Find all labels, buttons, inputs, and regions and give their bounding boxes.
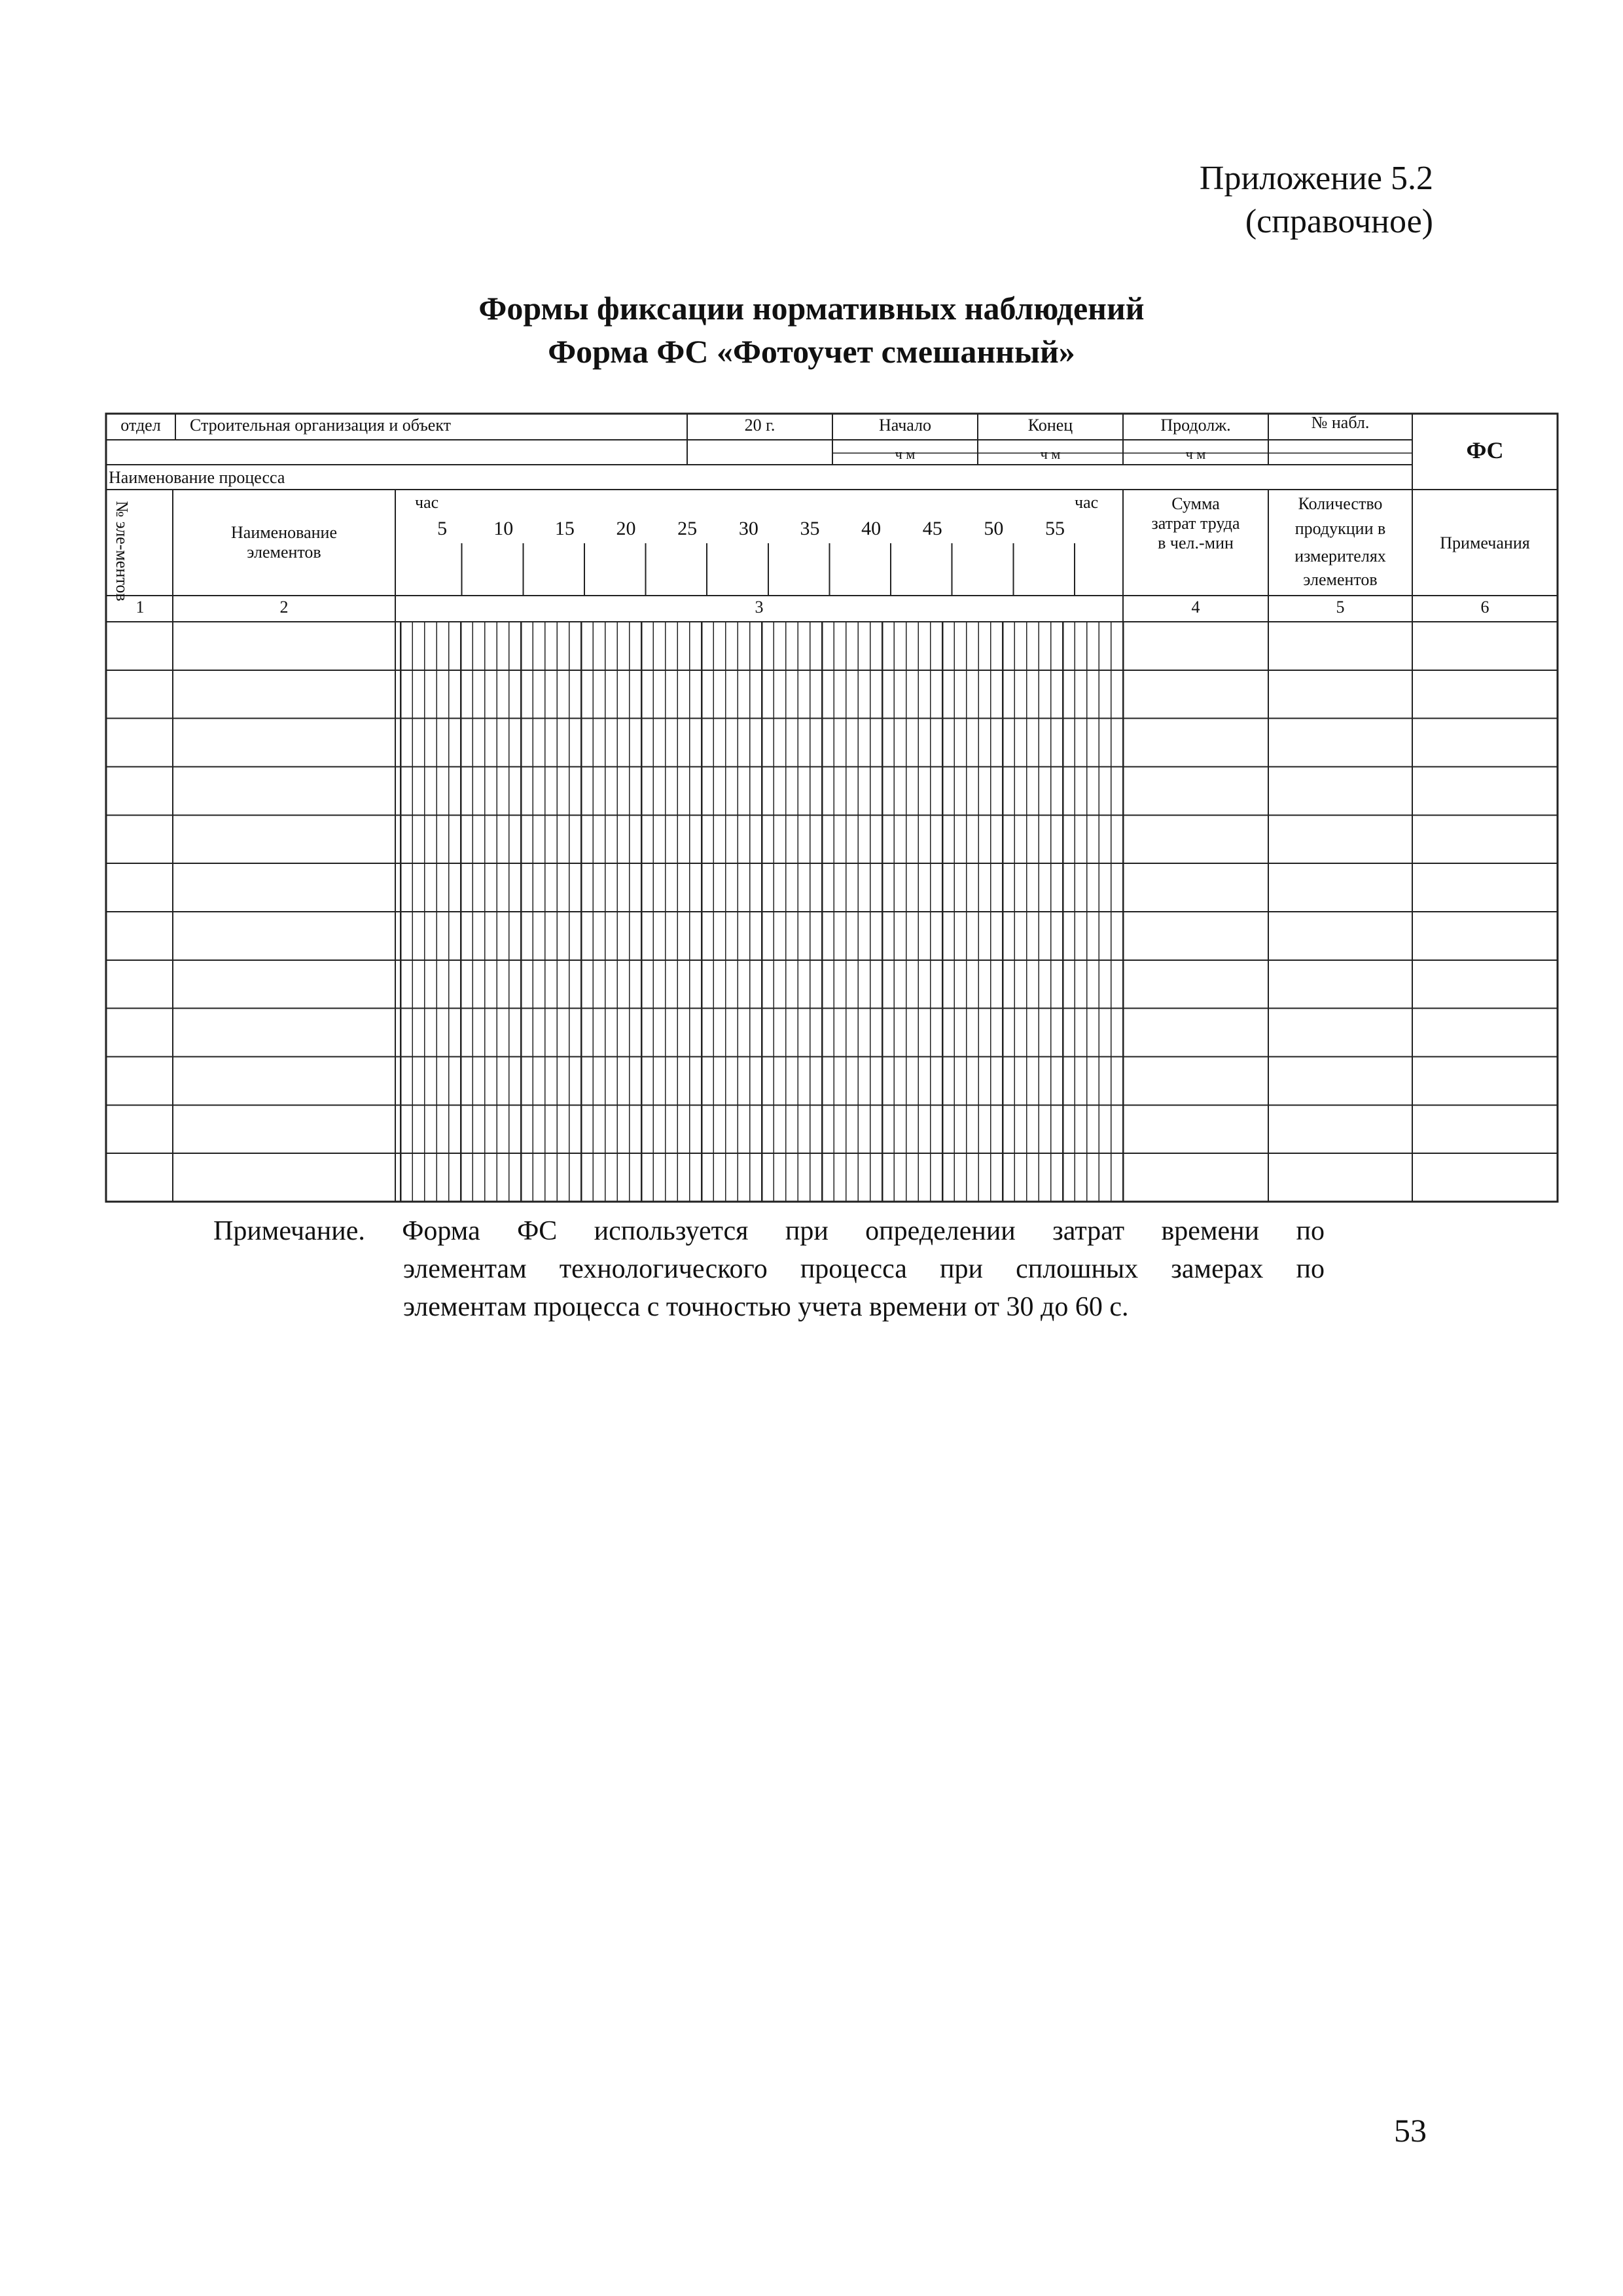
observation-number-label: № набл. — [1311, 413, 1370, 432]
quantity-header-3: измерителях — [1294, 547, 1386, 565]
form-title: Форма ФС «Фотоучет смешанный» — [548, 333, 1075, 370]
page-title: Формы фиксации нормативных наблюдений — [478, 290, 1145, 327]
appendix-label: Приложение 5.2 — [1199, 160, 1433, 197]
col-number-3: 3 — [755, 598, 764, 617]
element-name-header-2: элементов — [247, 543, 321, 562]
org-object-label: Строительная организация и объект — [190, 416, 452, 435]
minute-tick-label: 15 — [554, 518, 575, 539]
hour-label-right: час — [1075, 493, 1099, 512]
form-code: ФС — [1466, 437, 1504, 463]
labor-sum-header-3: в чел.-мин — [1158, 533, 1234, 552]
note-line-3: элементам процесса с точностью учета времени от 30 до 60 с. — [403, 1292, 1129, 1322]
note-line-1: Примечание. Форма ФС используется при определении затрат времени по — [213, 1216, 1325, 1246]
end-hm-label: ч м — [1040, 446, 1061, 462]
quantity-header-2: продукции в — [1294, 519, 1386, 538]
minute-tick-label: 30 — [738, 518, 758, 539]
col-number-1: 1 — [135, 598, 145, 617]
minute-tick-label: 20 — [616, 518, 636, 539]
dept-label: отдел — [120, 416, 161, 435]
element-number-header: № эле-ментов — [113, 501, 132, 601]
process-name-label: Наименование процесса — [109, 468, 285, 487]
start-label: Начало — [878, 416, 932, 435]
col-number-2: 2 — [279, 598, 289, 617]
notes-header: Примечания — [1440, 533, 1530, 552]
duration-hm-label: ч м — [1185, 446, 1206, 462]
hour-label-left: час — [415, 493, 439, 512]
duration-label: Продолж. — [1160, 416, 1231, 435]
minute-tick-label: 50 — [984, 518, 1004, 539]
quantity-header-1: Количество — [1298, 494, 1383, 513]
element-name-header-1: Наименование — [231, 523, 337, 542]
minute-tick-label: 10 — [493, 518, 514, 539]
minute-tick-label: 55 — [1045, 518, 1065, 539]
col-number-5: 5 — [1336, 598, 1345, 617]
minute-tick-label: 40 — [861, 518, 882, 539]
appendix-type: (справочное) — [1245, 203, 1433, 240]
page-number: 53 — [1394, 2112, 1427, 2149]
minute-tick-label: 5 — [437, 518, 448, 539]
minute-tick-label: 45 — [922, 518, 942, 539]
quantity-header-4: элементов — [1303, 570, 1378, 589]
labor-sum-header-2: затрат труда — [1151, 514, 1240, 533]
minute-tick-label: 25 — [677, 518, 698, 539]
col-number-4: 4 — [1191, 598, 1200, 617]
col-number-6: 6 — [1480, 598, 1489, 617]
year-label: 20 г. — [744, 416, 776, 435]
note-line-2: элементам технологического процесса при сплошных замерах по — [403, 1254, 1325, 1284]
labor-sum-header-1: Сумма — [1171, 494, 1220, 513]
start-hm-label: ч м — [895, 446, 916, 462]
end-label: Конец — [1027, 416, 1073, 435]
minute-tick-label: 35 — [800, 518, 820, 539]
